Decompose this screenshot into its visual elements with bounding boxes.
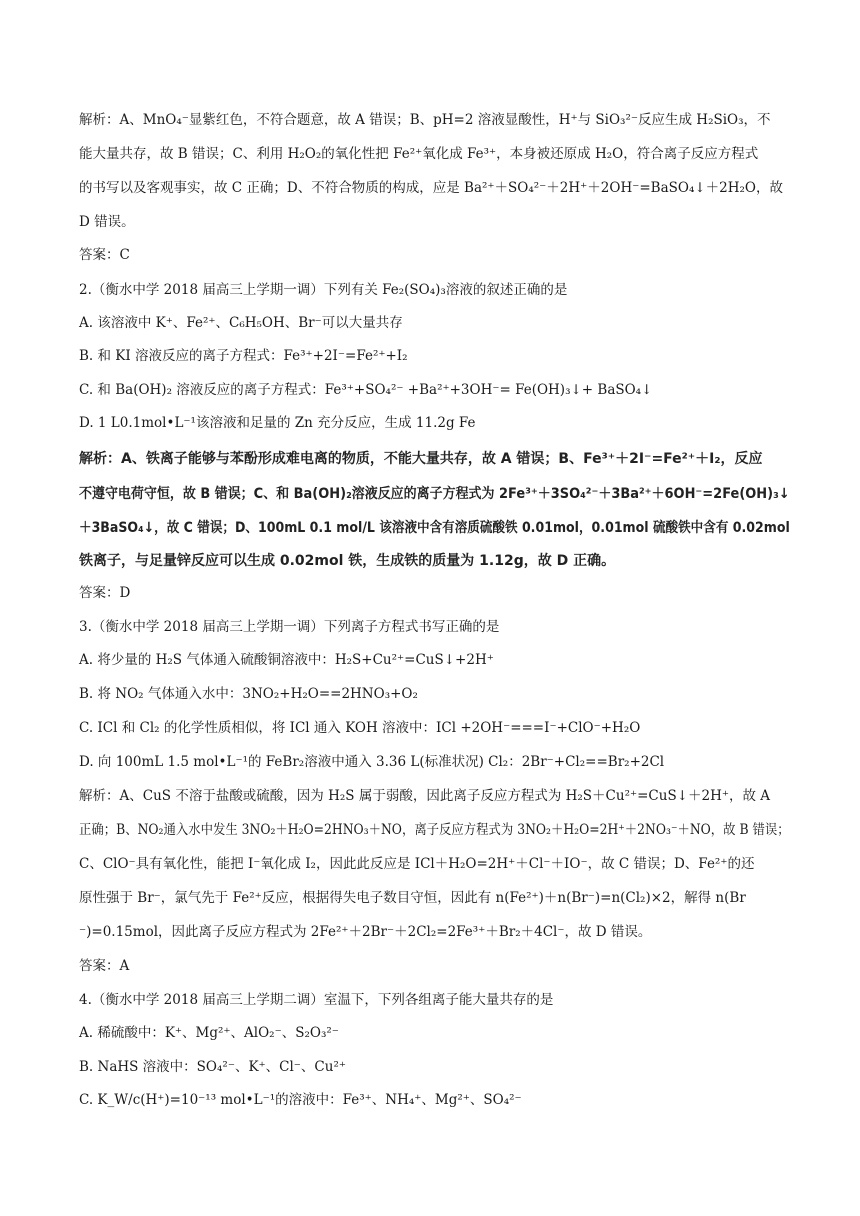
- option-line: A. 该溶液中 K⁺、Fe²⁺、C₆H₅OH、Br⁻可以大量共存: [79, 315, 403, 331]
- option-line: D. 1 L0.1mol•L⁻¹该溶液和足量的 Zn 充分反应，生成 11.2g Fe: [79, 415, 476, 431]
- text-line: 正确；B、NO₂通入水中发生 3NO₂＋H₂O=2HNO₃＋NO，离子反应方程式为 3NO₂＋H₂O=2H⁺＋2NO₃⁻＋NO，故 B 错误；: [79, 822, 790, 838]
- answer-line: 答案：A: [79, 958, 130, 974]
- option-line: A. 将少量的 H₂S 气体通入硫酸铜溶液中：H₂S+Cu²⁺=CuS↓+2H⁺: [79, 652, 494, 668]
- option-line: C. 和 Ba(OH)₂ 溶液反应的离子方程式：Fe³⁺+SO₄²⁻ +Ba²⁺+3OH⁻= Fe(OH)₃↓+ BaSO₄↓: [79, 382, 653, 398]
- option-line: B. 和 KI 溶液反应的离子方程式：Fe³⁺+2I⁻=Fe²⁺+I₂: [79, 348, 408, 364]
- text-line: ⁻)=0.15mol，因此离子反应方程式为 2Fe²⁺＋2Br⁻＋2Cl₂=2Fe³⁺＋Br₂＋4Cl⁻，故 D 错误。: [79, 924, 652, 940]
- text-line-bold: 解析：A、铁离子能够与苯酚形成难电离的物质，不能大量共存，故 A 错误；B、Fe³⁺＋2I⁻=Fe²⁺＋I₂，反应: [79, 451, 763, 467]
- text-line: 原性强于 Br⁻，氯气先于 Fe²⁺反应，根据得失电子数目守恒，因此有 n(Fe²⁺)＋n(Br⁻)=n(Cl₂)×2，解得 n(Br: [79, 890, 746, 906]
- question-title: 3.（衡水中学 2018 届高三上学期一调）下列离子方程式书写正确的是: [79, 619, 500, 635]
- option-line: A. 稀硫酸中：K⁺、Mg²⁺、AlO₂⁻、S₂O₃²⁻: [79, 1025, 339, 1041]
- text-line-bold: 不遵守电荷守恒，故 B 错误；C、和 Ba(OH)₂溶液反应的离子方程式为 2Fe³⁺＋3SO₄²⁻＋3Ba²⁺＋6OH⁻=2Fe(OH)₃↓: [79, 486, 790, 502]
- option-line: B. 将 NO₂ 气体通入水中：3NO₂+H₂O==2HNO₃+O₂: [79, 686, 418, 702]
- answer-line: 答案：C: [79, 247, 130, 263]
- text-line: 解析：A、CuS 不溶于盐酸或硫酸，因为 H₂S 属于弱酸，因此离子反应方程式为 H₂S＋Cu²⁺=CuS↓＋2H⁺，故 A: [79, 788, 771, 804]
- option-line: C. K_W/c(H⁺)=10⁻¹³ mol•L⁻¹的溶液中：Fe³⁺、NH₄⁺、Mg²⁺、SO₄²⁻: [79, 1092, 522, 1108]
- text-line: 的书写以及客观事实，故 C 正确；D、不符合物质的构成，应是 Ba²⁺＋SO₄²⁻＋2H⁺＋2OH⁻=BaSO₄↓＋2H₂O，故: [79, 180, 784, 196]
- text-line-bold: 铁离子，与足量锌反应可以生成 0.02mol 铁，生成铁的质量为 1.12g，故 D 正确。: [79, 553, 616, 569]
- text-line-bold: ＋3BaSO₄↓，故 C 错误；D、100mL 0.1 mol/L 该溶液中含有溶质硫酸铁 0.01mol，0.01mol 硫酸铁中含有 0.02mol: [79, 520, 790, 536]
- option-line: B. NaHS 溶液中：SO₄²⁻、K⁺、Cl⁻、Cu²⁺: [79, 1059, 346, 1075]
- question-title: 4.（衡水中学 2018 届高三上学期二调）室温下，下列各组离子能大量共存的是: [79, 992, 554, 1008]
- text-line: 解析：A、MnO₄⁻显紫红色，不符合题意，故 A 错误；B、pH=2 溶液显酸性，H⁺与 SiO₃²⁻反应生成 H₂SiO₃，不: [79, 112, 771, 128]
- answer-line: 答案：D: [79, 585, 131, 601]
- text-line: C、ClO⁻具有氧化性，能把 I⁻氧化成 I₂，因此此反应是 ICl＋H₂O=2H⁺＋Cl⁻＋IO⁻，故 C 错误；D、Fe²⁺的还: [79, 856, 755, 872]
- question-title: 2.（衡水中学 2018 届高三上学期一调）下列有关 Fe₂(SO₄)₃溶液的叙述正确的是: [79, 282, 568, 298]
- option-line: C. ICl 和 Cl₂ 的化学性质相似，将 ICl 通入 KOH 溶液中：ICl +2OH⁻===I⁻+ClO⁻+H₂O: [79, 720, 641, 736]
- text-line: D 错误。: [79, 214, 135, 230]
- option-line: D. 向 100mL 1.5 mol•L⁻¹的 FeBr₂溶液中通入 3.36 L(标准状况) Cl₂：2Br⁻+Cl₂==Br₂+2Cl: [79, 754, 665, 770]
- text-line: 能大量共存，故 B 错误；C、利用 H₂O₂的氧化性把 Fe²⁺氧化成 Fe³⁺，本身被还原成 H₂O，符合离子反应方程式: [79, 146, 759, 162]
